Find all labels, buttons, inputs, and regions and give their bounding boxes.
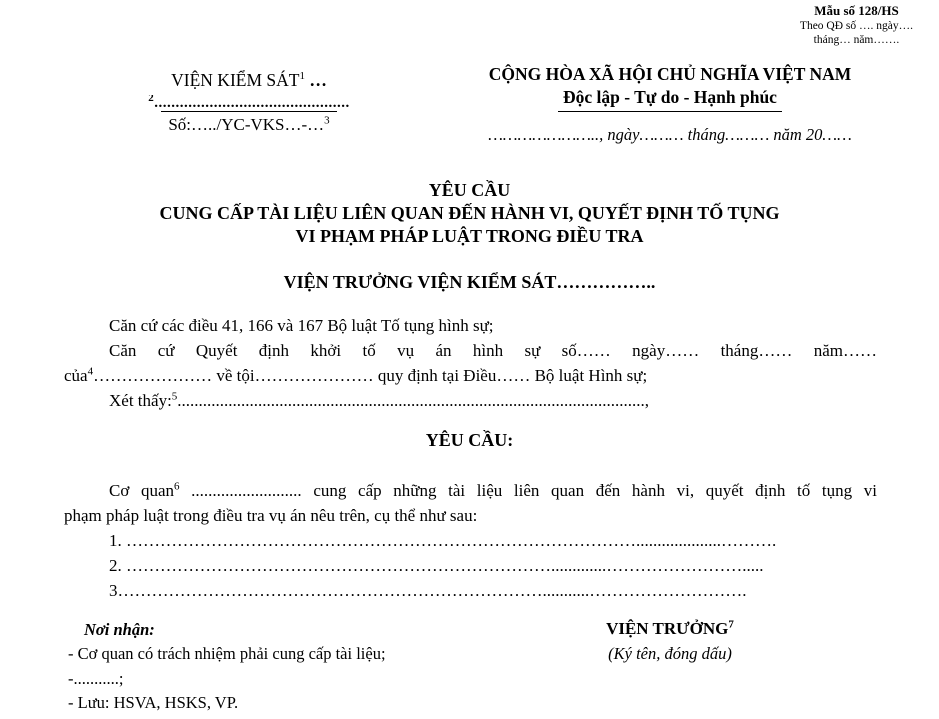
document-number: Số:…../YC-VKS…-… bbox=[168, 115, 325, 134]
consideration-dots: .............................................................................................................., bbox=[177, 391, 650, 410]
signer-title-line bbox=[510, 616, 830, 641]
recipient-item-1: - Cơ quan có trách nhiệm phải cung cấp tài liệu; bbox=[68, 644, 386, 664]
issuer-name-dots: … bbox=[304, 70, 327, 90]
title-line-2: CUNG CẤP TÀI LIỆU LIÊN QUAN ĐẾN HÀNH VI, QUYẾT ĐỊNH TỐ TỤNG bbox=[159, 203, 780, 223]
signature-block bbox=[510, 616, 830, 666]
request-line-1-text: .......................... cung cấp những tài liệu liên quan đến hành vi, quyết định tố tụng vi bbox=[179, 481, 877, 500]
document-title bbox=[0, 179, 939, 248]
recipient-item-3: - Lưu: HSVA, HSKS, VP. bbox=[68, 693, 239, 713]
recipients-label: Nơi nhận: bbox=[84, 620, 155, 639]
form-meta bbox=[800, 4, 913, 48]
consideration-label: Xét thấy: bbox=[109, 391, 172, 410]
footnote-ref-6: 6 bbox=[174, 480, 180, 493]
request-heading: YÊU CẦU: bbox=[425, 430, 514, 450]
request-items bbox=[64, 528, 877, 603]
signer-title: VIỆN TRƯỞNG bbox=[606, 619, 729, 638]
title-line-3: VI PHẠM PHÁP LUẬT TRONG ĐIỀU TRA bbox=[295, 226, 644, 246]
request-line-1 bbox=[64, 478, 877, 503]
form-meta-line3: tháng… năm……. bbox=[813, 34, 900, 46]
footnote-ref-2: 2 bbox=[148, 95, 155, 104]
footnote-ref-1: 1 bbox=[299, 70, 305, 83]
request-paragraph bbox=[64, 478, 877, 528]
issuing-authority: VIỆN TRƯỞNG VIỆN KIỂM SÁT…………….. bbox=[283, 272, 656, 292]
issuer-unit-line bbox=[84, 95, 414, 112]
request-item-1: 1. ………………………………………………………………………………....................………. bbox=[109, 531, 777, 550]
legal-citations bbox=[64, 313, 877, 413]
form-number: Mẫu số 128/HS bbox=[814, 3, 899, 18]
citation-2-line-2 bbox=[64, 363, 877, 388]
date-line: ………………….., ngày……… tháng……… năm 20…… bbox=[488, 125, 852, 144]
document-number-line bbox=[84, 115, 414, 135]
national-header bbox=[430, 64, 910, 145]
title-line-1: YÊU CẦU bbox=[428, 180, 511, 200]
recipients-block bbox=[68, 618, 386, 716]
form-meta-line2: Theo QĐ số …. ngày…. bbox=[799, 19, 913, 32]
request-line-2: phạm pháp luật trong điều tra vụ án nêu trên, cụ thể như sau: bbox=[64, 506, 478, 525]
citation-1: Căn cứ các điều 41, 166 và 167 Bộ luật Tố tụng hình sự; bbox=[109, 316, 494, 335]
issuer-unit-dots: .............................................. bbox=[154, 95, 350, 111]
footnote-ref-7: 7 bbox=[728, 618, 734, 631]
issuer-separator-rule bbox=[161, 111, 337, 112]
signature-instruction: (Ký tên, đóng dấu) bbox=[608, 644, 732, 663]
citation-2-post: ………………… về tội………………… quy định tại Điều…… Bộ luật Hình sự; bbox=[93, 366, 648, 385]
footnote-ref-5: 5 bbox=[171, 390, 178, 403]
issuer-header bbox=[84, 70, 414, 135]
country-name: CỘNG HÒA XÃ HỘI CHỦ NGHĨA VIỆT NAM bbox=[488, 64, 852, 84]
request-agency-label: Cơ quan bbox=[109, 481, 175, 500]
issuer-name: VIỆN KIỂM SÁT bbox=[171, 70, 300, 90]
citation-2-pre: của bbox=[64, 366, 88, 385]
footnote-ref-4: 4 bbox=[87, 365, 94, 378]
request-item-2: 2. ………………………………………………………………….............……………………..... bbox=[109, 556, 764, 575]
recipient-item-2: -...........; bbox=[68, 668, 124, 688]
request-item-3: 3…………………………………………………………………...........………………………. bbox=[109, 581, 747, 600]
national-motto: Độc lập - Tự do - Hạnh phúc bbox=[558, 87, 782, 112]
citation-2-line-1: Căn cứ Quyết định khởi tố vụ án hình sự số…… ngày…… tháng…… năm…… bbox=[109, 341, 877, 360]
footnote-ref-3: 3 bbox=[324, 114, 330, 127]
issuer-name-line bbox=[84, 70, 414, 91]
consideration-line bbox=[64, 388, 877, 413]
